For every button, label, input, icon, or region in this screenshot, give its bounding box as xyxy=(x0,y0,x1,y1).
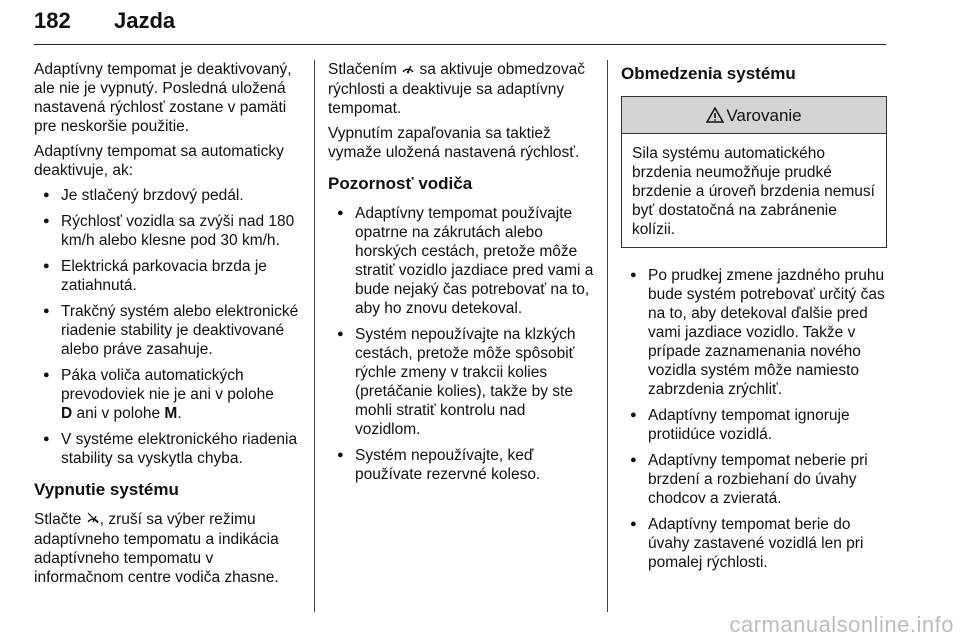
list-item: ● Po prudkej zmene jazdného pruhu bude systém potrebovať určitý čas na to, aby detekoval ďalšie pred vami jazdiace vozidlo. Takže v prípade zaznamenania nového vozidla systém môže namiesto zabrzdenia zrýchliť. xyxy=(621,266,887,399)
paragraph xyxy=(328,60,594,118)
paragraph-text: , zruší sa výber režimu adaptívneho tempomatu a indikácia adaptívneho tempomatu v informačnom centre vodiča zhasne. xyxy=(34,511,279,586)
list-item: ● Adaptívny tempomat berie do úvahy zastavené vozidlá len pri pomalej rýchlosti. xyxy=(621,515,887,572)
list-item: ● Rýchlosť vozidla sa zvýši nad 180 km/h alebo klesne pod 30 km/h. xyxy=(34,212,302,250)
driver-attention-list xyxy=(328,204,594,484)
paragraph: Vypnutím zapaľovania sa taktiež vymaže uložená nastavená rýchlosť. xyxy=(328,125,580,161)
deactivation-list xyxy=(34,186,302,468)
gear-m-label: M xyxy=(164,405,178,422)
watermark: carmanualsonline.info xyxy=(729,612,954,637)
cruise-cancel-icon xyxy=(86,513,100,528)
list-item: ● Adaptívny tempomat neberie pri brzdení a rozbiehaní do úvahy chodcov a zvieratá. xyxy=(621,451,887,508)
list-item: ● Trakčný systém alebo elektronické riadenie stability je deaktivované alebo práve zasahuje. xyxy=(34,302,302,359)
warning-title: Varovanie xyxy=(726,105,802,125)
warning-box xyxy=(621,96,887,248)
column-divider-2 xyxy=(607,60,608,612)
column-divider-1 xyxy=(314,60,315,612)
page-number: 182 xyxy=(34,8,71,33)
column-1 xyxy=(34,60,302,593)
list-item xyxy=(34,366,302,423)
list-item-text: Páka voliča automatických prevodoviek nie je ani v polohe xyxy=(61,367,274,403)
section-heading: Vypnutie systému xyxy=(34,480,179,499)
list-item: ● Elektrická parkovacia brzda je zatiahnutá. xyxy=(34,257,302,295)
paragraph-text: Stlačte xyxy=(34,511,86,528)
list-item-text: . xyxy=(177,405,182,422)
column-3 xyxy=(621,60,887,579)
chapter-title: Jazda xyxy=(114,8,176,33)
page-header xyxy=(34,6,886,45)
warning-text: Sila systému automatického brzdenia neumožňuje prudké brzdenie a úroveň brzdenia nemusí byť dostatočná na zabránenie kolízii. xyxy=(632,145,875,238)
section-heading: Obmedzenia systému xyxy=(621,64,796,83)
list-item: ● Systém nepoužívajte, keď používate rezervné koleso. xyxy=(328,446,594,484)
list-item: ● Je stlačený brzdový pedál. xyxy=(34,186,302,205)
speed-limiter-icon xyxy=(401,63,415,78)
list-item: ● V systéme elektronického riadenia stability sa vyskytla chyba. xyxy=(34,430,302,468)
paragraph-text: Stlačením xyxy=(328,61,402,78)
paragraph-text: sa aktivuje obmedzovač rýchlosti a deaktivuje sa adaptívny tempomat. xyxy=(328,61,585,117)
section-heading: Pozornosť vodiča xyxy=(328,174,473,193)
paragraph xyxy=(34,510,302,587)
limitations-list xyxy=(621,266,887,572)
paragraph: Adaptívny tempomat je deaktivovaný, ale nie je vypnutý. Posledná uložená nastavená rýchlosť zostane v pamäti pre neskoršie použitie. xyxy=(34,61,292,135)
paragraph: Adaptívny tempomat sa automaticky deaktivuje, ak: xyxy=(34,143,284,179)
warning-triangle-icon xyxy=(706,106,726,125)
list-item: ● Adaptívny tempomat používajte opatrne na zákrutách alebo horských cestách, pretože môže stratiť vozidlo jazdiace pred vami a bude nejaký čas potrebovať na to, aby ho znovu detekoval. xyxy=(328,204,594,318)
list-item: ● Adaptívny tempomat ignoruje protiidúce vozidlá. xyxy=(621,406,887,444)
list-item-text: ani v polohe xyxy=(72,405,165,422)
warning-header xyxy=(622,97,886,134)
list-item: ● Systém nepoužívajte na klzkých cestách, pretože môže spôsobiť rýchle zmeny v trakcii kolies (pretáčanie kolies), takže by ste mohli stratiť kontrolu nad vozidlom. xyxy=(328,325,594,439)
gear-d-label: D xyxy=(61,405,73,422)
column-2 xyxy=(328,60,594,491)
